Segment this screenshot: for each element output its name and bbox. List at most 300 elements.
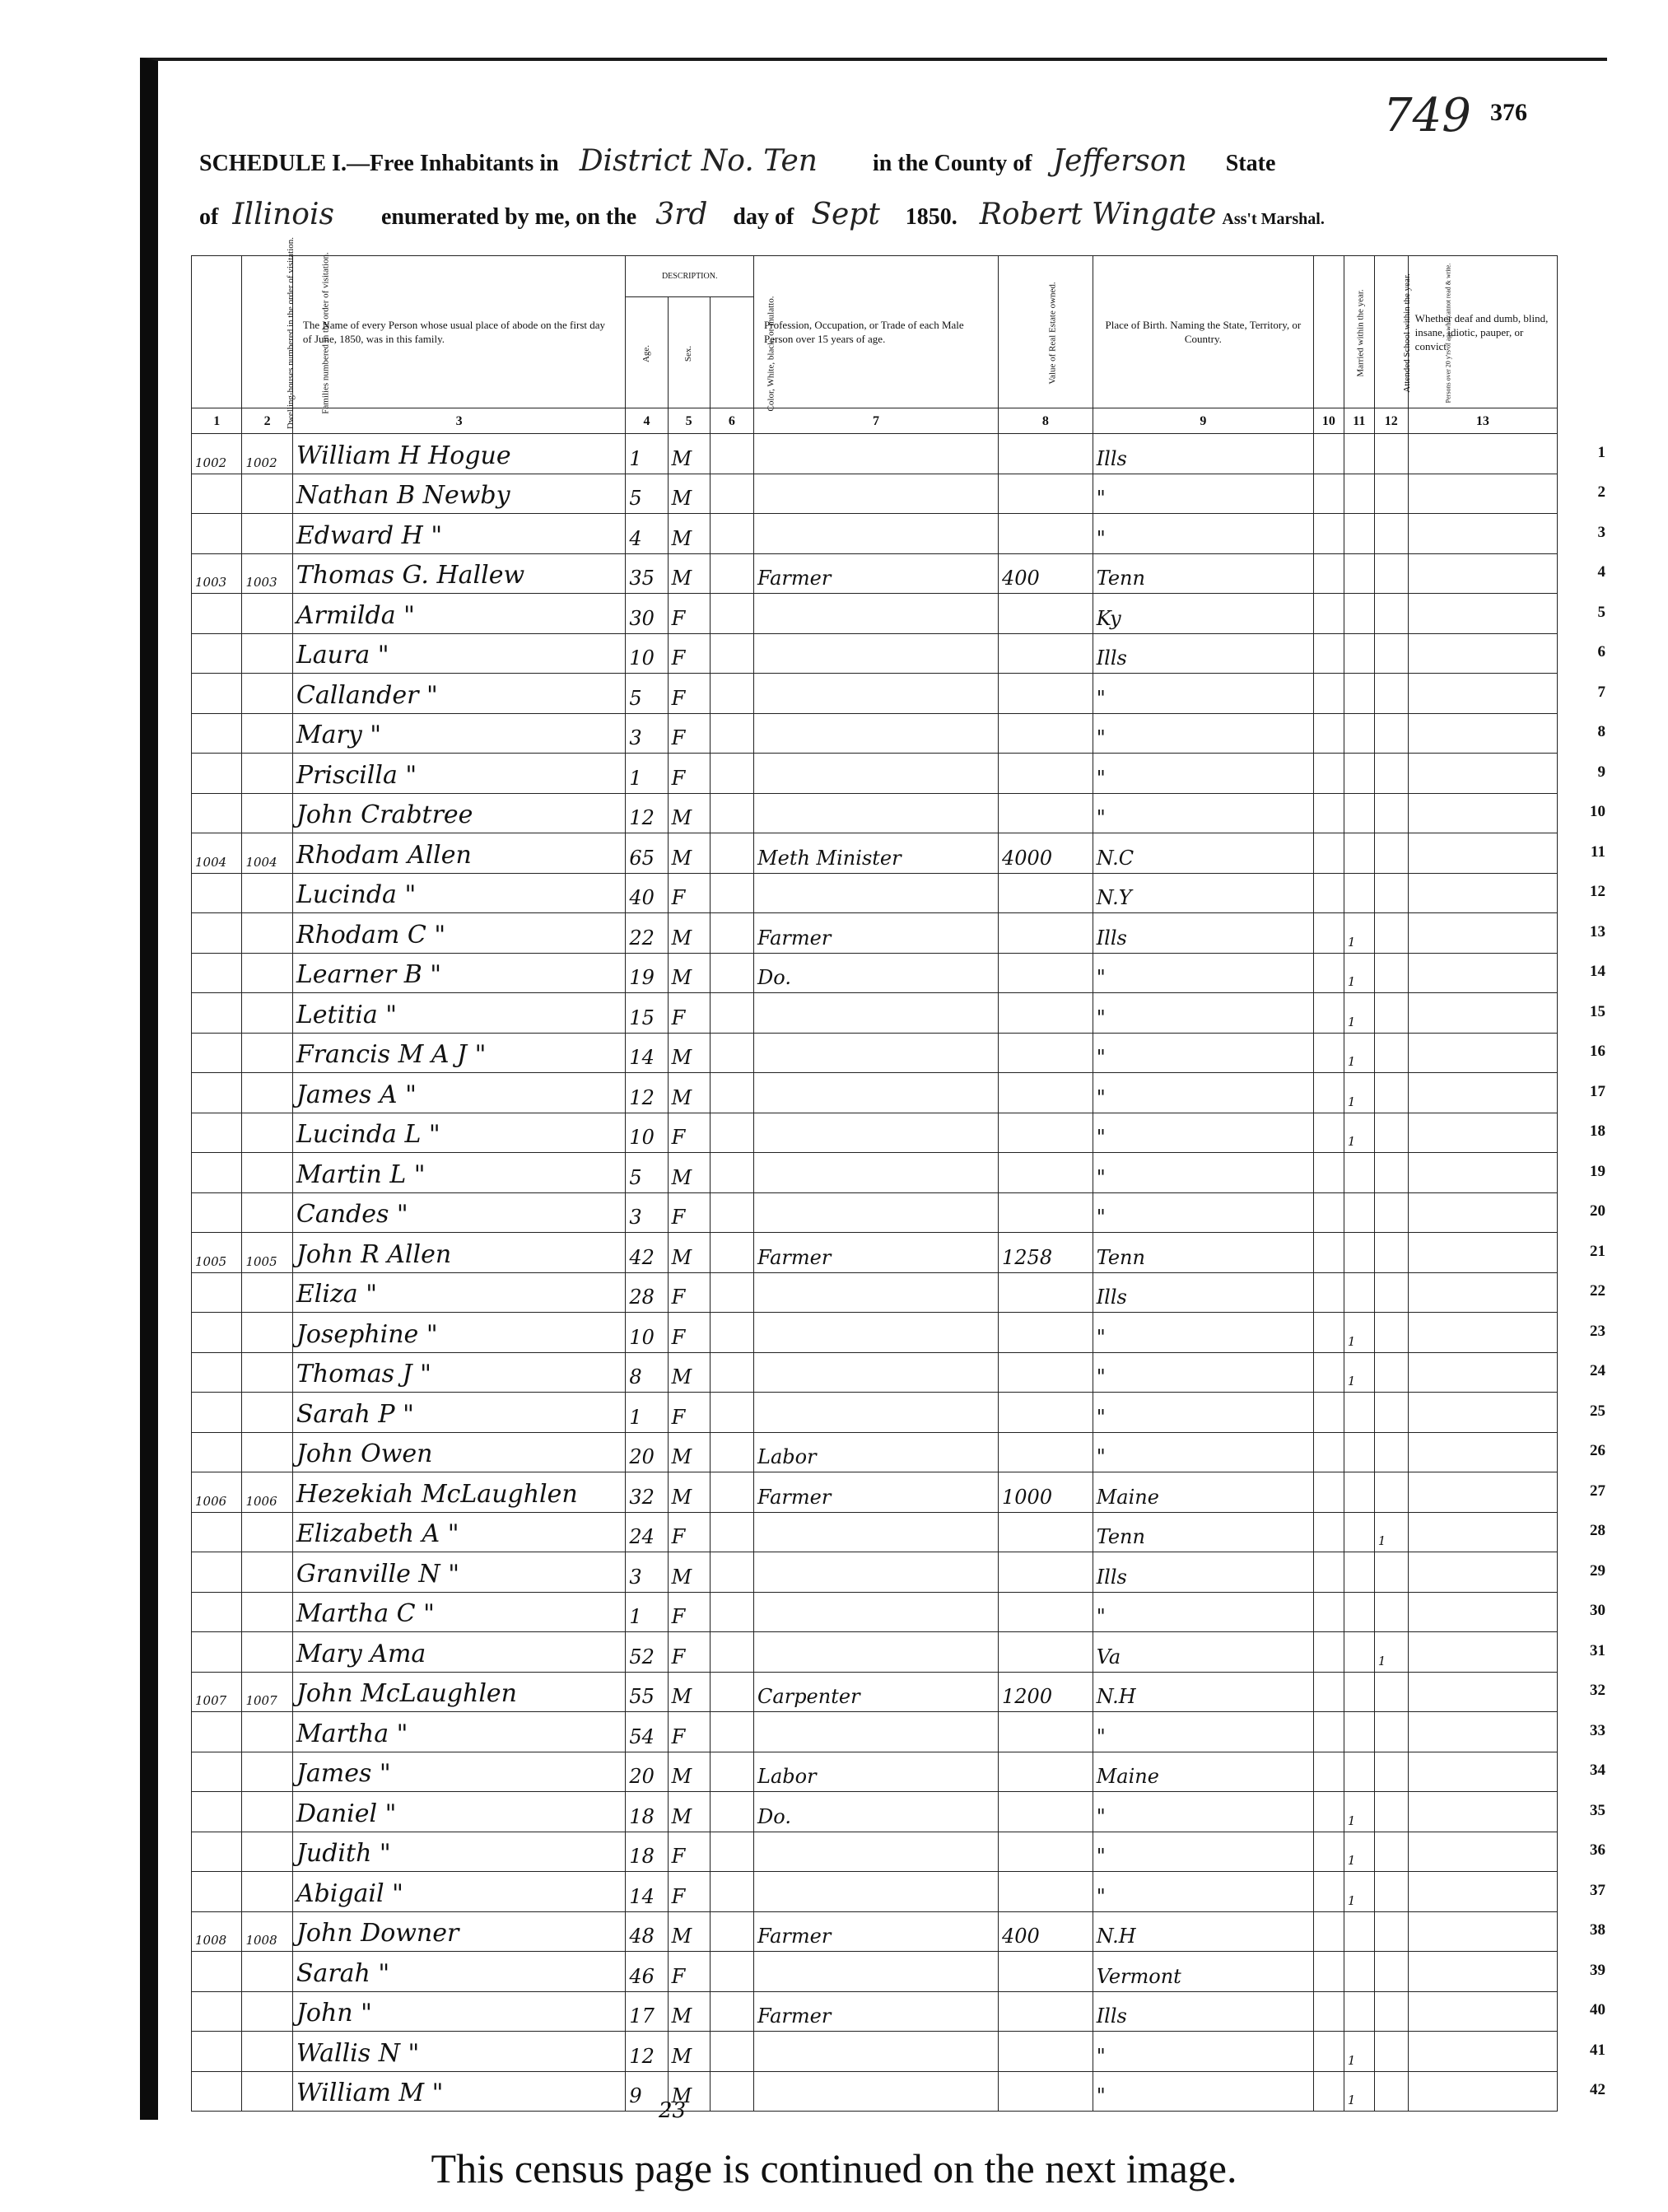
real-estate-cell	[999, 594, 1093, 634]
table-row	[192, 1272, 1558, 1313]
color-cell	[710, 833, 753, 874]
birthplace-cell: "	[1093, 1153, 1313, 1193]
dwelling-cell	[192, 1512, 242, 1552]
line-number: 32	[1590, 1682, 1605, 1699]
birthplace-cell: Ills	[1093, 1991, 1313, 2032]
family-cell	[242, 1592, 292, 1632]
birthplace-cell: Ills	[1093, 913, 1313, 954]
birthplace-cell: N.H	[1093, 1672, 1313, 1712]
dwelling-cell	[192, 1592, 242, 1632]
color-cell	[710, 1313, 753, 1353]
family-cell	[242, 1991, 292, 2032]
line-number: 4	[1597, 563, 1605, 581]
married-cell	[1314, 1792, 1344, 1832]
table-row	[192, 1991, 1558, 2032]
sex-cell: F	[668, 1313, 710, 1353]
sex-cell: M	[668, 1911, 710, 1952]
real-estate-cell	[999, 1552, 1093, 1593]
family-cell	[242, 913, 292, 954]
schedule-header-line2	[199, 198, 1325, 231]
color-cell	[710, 594, 753, 634]
col10-header: Married within the year.	[1314, 256, 1344, 408]
condition-cell	[1408, 1592, 1557, 1632]
school-cell	[1344, 594, 1374, 634]
color-cell	[710, 1192, 753, 1233]
occupation-cell	[754, 1033, 999, 1073]
occupation-cell: Farmer	[754, 1233, 999, 1273]
school-cell	[1344, 1911, 1374, 1952]
dwelling-cell	[192, 993, 242, 1034]
name-cell: Eliza "	[292, 1272, 626, 1313]
condition-cell	[1408, 1632, 1557, 1673]
real-estate-cell	[999, 474, 1093, 514]
dwelling-cell: 1003	[192, 553, 242, 594]
dwelling-cell	[192, 1632, 242, 1673]
school-cell	[1344, 553, 1374, 594]
married-cell	[1314, 1233, 1344, 1273]
real-estate-cell	[999, 1313, 1093, 1353]
color-cell	[710, 633, 753, 674]
name-cell: Sarah "	[292, 1952, 626, 1992]
dwelling-cell	[192, 1272, 242, 1313]
sex-cell: F	[668, 1113, 710, 1153]
condition-cell	[1408, 594, 1557, 634]
age-cell: 5	[626, 1153, 668, 1193]
real-estate-cell	[999, 1832, 1093, 1872]
birthplace-cell: "	[1093, 993, 1313, 1034]
real-estate-cell	[999, 1153, 1093, 1193]
family-cell: 1004	[242, 833, 292, 874]
married-cell	[1314, 674, 1344, 714]
dwelling-cell	[192, 953, 242, 993]
illiterate-cell	[1374, 913, 1408, 954]
school-cell	[1344, 1672, 1374, 1712]
sex-cell: M	[668, 1752, 710, 1792]
real-estate-cell	[999, 1792, 1093, 1832]
name-cell: Francis M A J "	[292, 1033, 626, 1073]
name-cell: Lucinda "	[292, 873, 626, 913]
birthplace-cell: Ills	[1093, 633, 1313, 674]
illiterate-cell: 1	[1374, 1632, 1408, 1673]
sex-cell: M	[668, 793, 710, 833]
name-cell: Rhodam Allen	[292, 833, 626, 874]
illiterate-cell	[1374, 1752, 1408, 1792]
married-cell	[1314, 793, 1344, 833]
married-cell	[1314, 1073, 1344, 1113]
dwelling-cell: 1002	[192, 434, 242, 474]
sex-cell: F	[668, 1832, 710, 1872]
birthplace-cell: "	[1093, 1192, 1313, 1233]
age-cell: 5	[626, 674, 668, 714]
dwelling-cell: 1004	[192, 833, 242, 874]
condition-cell	[1408, 1552, 1557, 1593]
occupation-cell	[754, 1632, 999, 1673]
illiterate-cell	[1374, 514, 1408, 554]
month-handwritten: Sept	[811, 198, 880, 231]
column-number-row	[192, 408, 1558, 434]
real-estate-cell	[999, 1712, 1093, 1752]
school-cell: 1	[1344, 1872, 1374, 1912]
school-cell	[1344, 1991, 1374, 2032]
color-cell	[710, 1672, 753, 1712]
real-estate-cell: 4000	[999, 833, 1093, 874]
illiterate-cell	[1374, 754, 1408, 794]
color-cell	[710, 1872, 753, 1912]
school-cell: 1	[1344, 1033, 1374, 1073]
sex-cell: M	[668, 434, 710, 474]
condition-cell	[1408, 1672, 1557, 1712]
line-number: 41	[1590, 2041, 1605, 2059]
schedule-header-line1	[199, 144, 1275, 178]
line-number: 38	[1590, 1921, 1605, 1939]
condition-cell	[1408, 953, 1557, 993]
table-row	[192, 754, 1558, 794]
illiterate-cell	[1374, 1352, 1408, 1393]
col11-header: Attended School within the year.	[1344, 256, 1374, 408]
age-cell: 12	[626, 2032, 668, 2072]
dwelling-cell	[192, 1033, 242, 1073]
family-cell: 1002	[242, 434, 292, 474]
age-cell: 15	[626, 993, 668, 1034]
illiterate-cell	[1374, 434, 1408, 474]
age-cell: 18	[626, 1832, 668, 1872]
family-cell	[242, 674, 292, 714]
birthplace-cell: "	[1093, 1113, 1313, 1153]
table-row	[192, 1712, 1558, 1752]
district-handwritten: District No. Ten	[579, 144, 818, 178]
color-cell	[710, 1272, 753, 1313]
sex-cell: F	[668, 1712, 710, 1752]
birthplace-cell: "	[1093, 953, 1313, 993]
table-row	[192, 1393, 1558, 1433]
sex-cell: M	[668, 1073, 710, 1113]
age-cell: 54	[626, 1712, 668, 1752]
birthplace-cell: "	[1093, 1352, 1313, 1393]
name-cell: William H Hogue	[292, 434, 626, 474]
age-cell: 8	[626, 1352, 668, 1393]
school-cell	[1344, 1592, 1374, 1632]
birthplace-cell: N.Y	[1093, 873, 1313, 913]
condition-cell	[1408, 2071, 1557, 2112]
illiterate-cell	[1374, 1233, 1408, 1273]
real-estate-cell	[999, 674, 1093, 714]
family-cell	[242, 1552, 292, 1593]
table-row	[192, 1911, 1558, 1952]
colnum-1: 1	[192, 408, 242, 434]
married-cell	[1314, 633, 1344, 674]
table-row	[192, 793, 1558, 833]
illiterate-cell	[1374, 1153, 1408, 1193]
color-cell	[710, 1592, 753, 1632]
condition-cell	[1408, 1393, 1557, 1433]
name-cell: Letitia "	[292, 993, 626, 1034]
sex-cell: M	[668, 1792, 710, 1832]
color-cell	[710, 1792, 753, 1832]
line-number: 6	[1597, 643, 1605, 660]
name-cell: Mary Ama	[292, 1632, 626, 1673]
colnum-2: 2	[242, 408, 292, 434]
illiterate-cell	[1374, 993, 1408, 1034]
color-cell	[710, 754, 753, 794]
real-estate-cell	[999, 993, 1093, 1034]
age-cell: 19	[626, 953, 668, 993]
school-cell	[1344, 474, 1374, 514]
family-cell	[242, 713, 292, 754]
birthplace-cell: "	[1093, 1792, 1313, 1832]
birthplace-cell: "	[1093, 1592, 1313, 1632]
color-cell	[710, 873, 753, 913]
family-cell	[242, 1033, 292, 1073]
table-row	[192, 474, 1558, 514]
color-cell	[710, 1512, 753, 1552]
occupation-cell	[754, 1552, 999, 1593]
name-cell: John "	[292, 1991, 626, 2032]
color-cell	[710, 1712, 753, 1752]
condition-cell	[1408, 1153, 1557, 1193]
color-cell	[710, 514, 753, 554]
condition-cell	[1408, 674, 1557, 714]
color-cell	[710, 993, 753, 1034]
family-cell	[242, 1832, 292, 1872]
married-cell	[1314, 553, 1344, 594]
illiterate-cell	[1374, 713, 1408, 754]
dwelling-cell	[192, 1153, 242, 1193]
birthplace-cell: Tenn	[1093, 1233, 1313, 1273]
real-estate-cell	[999, 754, 1093, 794]
color-cell	[710, 1393, 753, 1433]
married-cell	[1314, 913, 1344, 954]
marshal-handwritten: Robert Wingate	[979, 198, 1217, 231]
married-cell	[1314, 754, 1344, 794]
state-label: State	[1225, 151, 1276, 176]
dwelling-cell	[192, 1073, 242, 1113]
illiterate-cell	[1374, 674, 1408, 714]
family-cell	[242, 633, 292, 674]
age-cell: 3	[626, 713, 668, 754]
color-cell	[710, 1073, 753, 1113]
state-handwritten: Illinois	[232, 198, 334, 231]
color-cell	[710, 2071, 753, 2112]
name-cell: Armilda "	[292, 594, 626, 634]
birthplace-cell: Tenn	[1093, 553, 1313, 594]
description-header: DESCRIPTION.	[626, 256, 754, 297]
birthplace-cell: "	[1093, 674, 1313, 714]
married-cell	[1314, 873, 1344, 913]
condition-cell	[1408, 1432, 1557, 1472]
color-cell	[710, 1113, 753, 1153]
name-cell: John Owen	[292, 1432, 626, 1472]
line-number: 29	[1590, 1561, 1605, 1580]
real-estate-cell	[999, 953, 1093, 993]
sex-cell: F	[668, 1272, 710, 1313]
birthplace-cell: Maine	[1093, 1472, 1313, 1513]
table-row	[192, 594, 1558, 634]
age-cell: 17	[626, 1991, 668, 2032]
bottom-tally: 23	[659, 2098, 687, 2123]
name-cell: John R Allen	[292, 1233, 626, 1273]
married-cell	[1314, 1313, 1344, 1353]
colnum-9: 9	[1093, 408, 1313, 434]
family-cell	[242, 1712, 292, 1752]
married-cell	[1314, 1592, 1344, 1632]
occupation-cell	[754, 1272, 999, 1313]
illiterate-cell	[1374, 793, 1408, 833]
family-cell	[242, 1272, 292, 1313]
census-table	[191, 236, 1558, 2112]
family-cell	[242, 873, 292, 913]
dwelling-cell	[192, 1991, 242, 2032]
real-estate-cell	[999, 2071, 1093, 2112]
dwelling-cell	[192, 633, 242, 674]
dwelling-cell	[192, 2071, 242, 2112]
condition-cell	[1408, 1712, 1557, 1752]
family-cell	[242, 953, 292, 993]
condition-cell	[1408, 633, 1557, 674]
real-estate-cell: 400	[999, 1911, 1093, 1952]
name-cell: Daniel "	[292, 1792, 626, 1832]
color-cell	[710, 2032, 753, 2072]
line-number: 28	[1590, 1522, 1605, 1539]
table-row	[192, 1952, 1558, 1992]
illiterate-cell	[1374, 1712, 1408, 1752]
school-cell	[1344, 434, 1374, 474]
col1-header: Dwelling-houses numbered in the order of visitation.	[192, 256, 242, 408]
sex-cell: M	[668, 474, 710, 514]
married-cell	[1314, 1632, 1344, 1673]
name-cell: Lucinda L "	[292, 1113, 626, 1153]
birthplace-cell: "	[1093, 2071, 1313, 2112]
sex-cell: M	[668, 1432, 710, 1472]
birthplace-cell: "	[1093, 1872, 1313, 1912]
school-cell	[1344, 1752, 1374, 1792]
name-cell: James "	[292, 1752, 626, 1792]
table-row	[192, 553, 1558, 594]
birthplace-cell: "	[1093, 1313, 1313, 1353]
married-cell	[1314, 993, 1344, 1034]
real-estate-cell	[999, 1352, 1093, 1393]
condition-cell	[1408, 1872, 1557, 1912]
school-cell: 1	[1344, 1113, 1374, 1153]
table-row	[192, 434, 1558, 474]
birthplace-cell: "	[1093, 514, 1313, 554]
occupation-cell	[754, 434, 999, 474]
col8-header: Value of Real Estate owned.	[999, 256, 1093, 408]
age-cell: 12	[626, 793, 668, 833]
table-row	[192, 713, 1558, 754]
illiterate-cell	[1374, 873, 1408, 913]
school-cell	[1344, 1552, 1374, 1593]
dwelling-cell: 1006	[192, 1472, 242, 1513]
county-label: in the County of	[872, 151, 1032, 176]
school-cell: 1	[1344, 1352, 1374, 1393]
color-cell	[710, 1033, 753, 1073]
family-cell	[242, 1792, 292, 1832]
school-cell: 1	[1344, 993, 1374, 1034]
school-cell	[1344, 1153, 1374, 1193]
line-number: 36	[1590, 1841, 1605, 1859]
illiterate-cell	[1374, 1113, 1408, 1153]
married-cell	[1314, 1352, 1344, 1393]
occupation-cell	[754, 2071, 999, 2112]
birthplace-cell: Va	[1093, 1632, 1313, 1673]
illiterate-cell	[1374, 1832, 1408, 1872]
school-cell	[1344, 1952, 1374, 1992]
table-row	[192, 1113, 1558, 1153]
family-cell	[242, 474, 292, 514]
occupation-cell	[754, 1113, 999, 1153]
illiterate-cell	[1374, 1033, 1408, 1073]
sex-cell: M	[668, 833, 710, 874]
real-estate-cell: 1200	[999, 1672, 1093, 1712]
real-estate-cell	[999, 2032, 1093, 2072]
illiterate-cell	[1374, 1192, 1408, 1233]
birthplace-cell: "	[1093, 1432, 1313, 1472]
condition-cell	[1408, 1832, 1557, 1872]
line-number: 20	[1590, 1202, 1605, 1220]
name-cell: Hezekiah McLaughlen	[292, 1472, 626, 1513]
occupation-cell: Do.	[754, 953, 999, 993]
married-cell	[1314, 1991, 1344, 2032]
occupation-cell	[754, 1592, 999, 1632]
line-number: 22	[1590, 1282, 1605, 1300]
family-cell	[242, 754, 292, 794]
table-row	[192, 1313, 1558, 1353]
married-cell	[1314, 474, 1344, 514]
family-cell	[242, 1352, 292, 1393]
birthplace-cell: "	[1093, 713, 1313, 754]
illiterate-cell	[1374, 1073, 1408, 1113]
occupation-cell	[754, 1872, 999, 1912]
sex-cell: F	[668, 1393, 710, 1433]
real-estate-cell	[999, 514, 1093, 554]
name-cell: Judith "	[292, 1832, 626, 1872]
table-row	[192, 1792, 1558, 1832]
line-number: 3	[1597, 523, 1605, 541]
colnum-7: 7	[754, 408, 999, 434]
col9-header: Place of Birth. Naming the State, Territory, or Country.	[1093, 256, 1313, 408]
birthplace-cell: "	[1093, 793, 1313, 833]
table-row	[192, 2032, 1558, 2072]
family-cell: 1007	[242, 1672, 292, 1712]
table-row	[192, 674, 1558, 714]
col3-header: The Name of every Person whose usual place of abode on the first day of June, 1850, was in this family.	[292, 256, 626, 408]
dwelling-cell	[192, 1393, 242, 1433]
table-row	[192, 1472, 1558, 1513]
illiterate-cell	[1374, 1313, 1408, 1353]
line-number: 42	[1590, 2081, 1605, 2098]
condition-cell	[1408, 1352, 1557, 1393]
name-cell: Martha "	[292, 1712, 626, 1752]
illiterate-cell	[1374, 1792, 1408, 1832]
age-cell: 1	[626, 754, 668, 794]
line-number: 40	[1590, 2001, 1605, 2018]
color-cell	[710, 1911, 753, 1952]
family-cell	[242, 793, 292, 833]
married-cell	[1314, 1712, 1344, 1752]
sex-cell: F	[668, 633, 710, 674]
colnum-12: 12	[1374, 408, 1408, 434]
real-estate-cell	[999, 1632, 1093, 1673]
real-estate-cell	[999, 1033, 1093, 1073]
dwelling-cell	[192, 594, 242, 634]
condition-cell	[1408, 713, 1557, 754]
married-cell	[1314, 1272, 1344, 1313]
real-estate-cell: 1258	[999, 1233, 1093, 1273]
occupation-cell: Farmer	[754, 553, 999, 594]
family-cell: 1005	[242, 1233, 292, 1273]
table-row	[192, 833, 1558, 874]
line-number: 30	[1590, 1602, 1605, 1619]
